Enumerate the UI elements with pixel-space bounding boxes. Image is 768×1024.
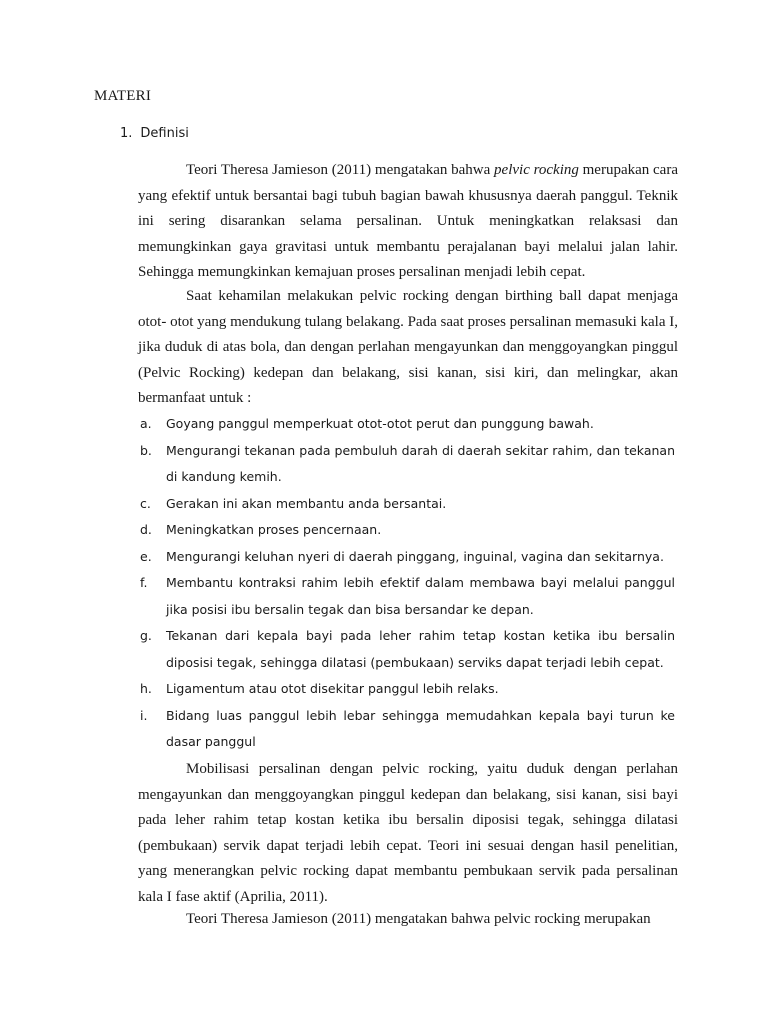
list-item-text: Tekanan dari kepala bayi pada leher rahim tetap kostan ketika ibu bersalin diposisi tegak, sehingga dilatasi (pembukaan) serviks dapat terjadi lebih cepat. — [166, 628, 675, 670]
list-marker: b. — [140, 442, 152, 458]
list-marker: d. — [140, 522, 152, 537]
paragraph-text: Teori Theresa Jamieson (2011) mengatakan bahwa — [186, 162, 495, 178]
list-item-text: Membantu kontraksi rahim lebih efektif dalam membawa bayi melalui panggul jika posisi ibu bersalin tegak dan bisa bersandar ke depan. — [166, 575, 675, 617]
section-title — [120, 126, 189, 141]
list-item-text: Bidang luas panggul lebih lebar sehingga memudahkan kepala bayi turun ke dasar panggul — [166, 707, 675, 749]
list-item-text: Goyang panggul memperkuat otot-otot perut dan punggung bawah. — [166, 416, 594, 431]
italic-term: pelvic rocking — [494, 162, 579, 178]
list-marker: g. — [140, 628, 152, 643]
section-number: 1. — [120, 126, 133, 141]
paragraph-mobilization: Mobilisasi persalinan dengan pelvic rocking, yaitu duduk dengan perlahan mengayunkan dan menggoyangkan pinggul kedepan dan belakang, sisi kanan, sisi bayi pada leher rahim tetap kostan ketika ibu bersalin diposisi tegak, sehingga dilatasi (pembukaan) servik dapat terjadi lebih cepat. Teori ini sesuai dengan hasil penelitian, yang menerangkan pelvic rocking dapat membantu pembukaan servik pada persalinan kala I fase aktif (Aprilia, 2011). — [138, 761, 678, 905]
paragraph-theory-continued: Teori Theresa Jamieson (2011) mengatakan bahwa pelvic rocking merupakan — [186, 911, 651, 927]
list-item-text: Mengurangi keluhan nyeri di daerah pinggang, inguinal, vagina dan sekitarnya. — [166, 548, 664, 564]
list-item-text: Meningkatkan proses pencernaan. — [166, 522, 382, 537]
section-title-text: Definisi — [140, 126, 189, 141]
list-item — [140, 438, 675, 491]
document-heading: MATERI — [94, 88, 152, 104]
list-marker: a. — [140, 416, 152, 431]
paragraph-definition-1 — [138, 158, 678, 286]
paragraph-definition-2: Saat kehamilan melakukan pelvic rocking dengan birthing ball dapat menjaga otot- otot yang mendukung tulang belakang. Pada saat proses persalinan memasuki kala I, jika duduk di atas bola, dan dengan perlahan mengayunkan dan menggoyangkan pinggul (Pelvic Rocking) kedepan dan belakang, sisi kanan, sisi kiri, dan melingkar, akan bermanfaat untuk : — [138, 288, 678, 406]
list-item — [140, 411, 675, 438]
list-item — [140, 623, 675, 676]
list-item — [140, 517, 675, 544]
list-item-text: Gerakan ini akan membantu anda bersantai. — [166, 495, 447, 511]
list-item — [140, 544, 675, 571]
paragraph-text: merupakan cara yang efektif untuk bersantai bagi tubuh bagian bawah khususnya daerah panggul. Teknik ini sering disarankan selama persalinan. Untuk meningkatkan relaksasi dan memungkinkan gaya gravitasi untuk membantu perajalanan bayi melalui jalan lahir. Sehingga memungkinkan kemajuan proses persalinan menjadi lebih cepat. — [138, 162, 678, 280]
list-item — [140, 491, 675, 518]
list-item — [140, 570, 675, 623]
list-item-text: Ligamentum atau otot disekitar panggul lebih relaks. — [166, 681, 499, 696]
list-item-text: Mengurangi tekanan pada pembuluh darah di daerah sekitar rahim, dan tekanan di kandung kemih. — [166, 442, 675, 484]
list-marker: h. — [140, 681, 152, 696]
list-marker: i. — [140, 707, 148, 723]
benefits-list — [140, 411, 675, 756]
list-marker: c. — [140, 495, 151, 511]
list-item — [140, 676, 675, 703]
list-marker: e. — [140, 548, 152, 564]
list-marker: f. — [140, 575, 148, 590]
list-item — [140, 703, 675, 756]
